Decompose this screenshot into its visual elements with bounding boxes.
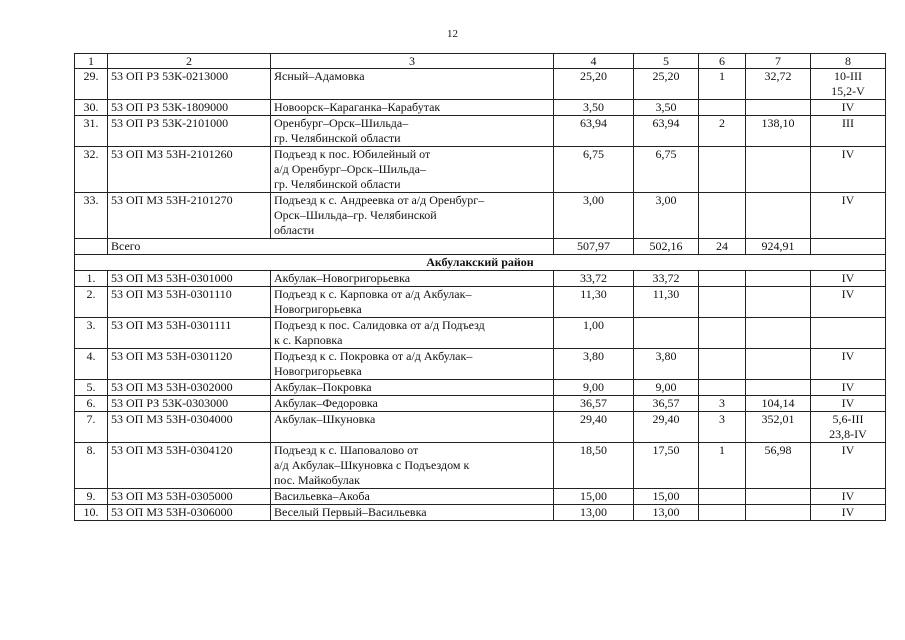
bridge-count [699, 147, 746, 193]
category-line: 10-III [834, 69, 862, 83]
road-name [271, 100, 554, 116]
category-line: IV [841, 287, 855, 301]
length-total: 3,00 [554, 193, 634, 239]
road-name-line: а/д Акбулак–Шкуновка с Подъездом к [274, 458, 470, 472]
bridge-count: 1 [699, 443, 746, 489]
road-code: 53 ОП МЗ 53Н-2101260 [108, 147, 271, 193]
road-code: 53 ОП РЗ 53К-0213000 [108, 69, 271, 100]
road-name-line: Подъезд к пос. Юбилейный от [274, 147, 431, 161]
length-total: 3,80 [554, 349, 634, 380]
row-number: 6. [75, 396, 108, 412]
road-category [811, 505, 886, 521]
category-line: IV [841, 443, 855, 457]
length-hard-surface: 3,00 [634, 193, 699, 239]
road-code: 53 ОП МЗ 53Н-0301111 [108, 318, 271, 349]
table-row [75, 271, 886, 287]
category-line: IV [841, 489, 855, 503]
road-name-line: Акбулак–Федоровка [274, 396, 378, 410]
length-total: 13,00 [554, 505, 634, 521]
table-row [75, 489, 886, 505]
length-total: 6,75 [554, 147, 634, 193]
length-total: 36,57 [554, 396, 634, 412]
road-name-line: Подъезд к с. Карповка от а/д Акбулак– [274, 287, 472, 301]
road-code: 53 ОП МЗ 53Н-0304120 [108, 443, 271, 489]
column-header: 1 [75, 54, 108, 69]
road-category [811, 100, 886, 116]
column-header: 4 [554, 54, 634, 69]
total-hard-surface: 502,16 [634, 239, 699, 255]
column-header: 6 [699, 54, 746, 69]
length-total: 15,00 [554, 489, 634, 505]
row-number: 3. [75, 318, 108, 349]
road-name [271, 193, 554, 239]
road-code: 53 ОП МЗ 53Н-0301000 [108, 271, 271, 287]
length-total: 1,00 [554, 318, 634, 349]
length-hard-surface: 33,72 [634, 271, 699, 287]
length-total: 33,72 [554, 271, 634, 287]
bridge-count [699, 380, 746, 396]
roads-table [74, 53, 886, 521]
row-number: 29. [75, 69, 108, 100]
road-name-line: Подъезд к с. Покровка от а/д Акбулак– [274, 349, 473, 363]
length-total: 29,40 [554, 412, 634, 443]
length-total: 63,94 [554, 116, 634, 147]
road-name-line: Новоорск–Караганка–Карабутак [274, 100, 441, 114]
category-line: IV [841, 349, 855, 363]
row-number: 32. [75, 147, 108, 193]
bridge-length [746, 271, 811, 287]
road-name-line: Акбулак–Шкуновка [274, 412, 376, 426]
total-row [75, 239, 886, 255]
row-number: 8. [75, 443, 108, 489]
column-header: 3 [271, 54, 554, 69]
category-line: IV [841, 396, 855, 410]
road-name [271, 505, 554, 521]
length-hard-surface: 11,30 [634, 287, 699, 318]
page-number: 12 [447, 28, 458, 40]
table-body [75, 54, 886, 521]
row-number: 5. [75, 380, 108, 396]
road-category [811, 147, 886, 193]
column-header: 5 [634, 54, 699, 69]
length-hard-surface: 3,50 [634, 100, 699, 116]
road-name [271, 489, 554, 505]
length-hard-surface: 3,80 [634, 349, 699, 380]
row-number: 9. [75, 489, 108, 505]
section-title: Акбулакский район [75, 255, 886, 271]
table-row [75, 287, 886, 318]
length-hard-surface: 17,50 [634, 443, 699, 489]
road-name-line: Васильевка–Акоба [274, 489, 370, 503]
road-name [271, 287, 554, 318]
bridge-count: 1 [699, 69, 746, 100]
table-row [75, 318, 886, 349]
road-name [271, 380, 554, 396]
table-row [75, 69, 886, 100]
category-line: IV [841, 147, 855, 161]
table-row [75, 443, 886, 489]
road-code: 53 ОП МЗ 53Н-0301120 [108, 349, 271, 380]
road-category [811, 412, 886, 443]
bridge-length [746, 380, 811, 396]
length-total: 25,20 [554, 69, 634, 100]
bridge-count: 3 [699, 396, 746, 412]
road-category [811, 271, 886, 287]
road-name-line: Веселый Первый–Васильевка [274, 505, 427, 519]
bridge-length [746, 147, 811, 193]
road-name-line: Подъезд к с. Шаповалово от [274, 443, 419, 457]
road-category [811, 396, 886, 412]
road-category [811, 443, 886, 489]
road-name [271, 412, 554, 443]
length-hard-surface: 6,75 [634, 147, 699, 193]
road-category [811, 318, 886, 349]
row-number: 4. [75, 349, 108, 380]
road-category [811, 380, 886, 396]
road-name [271, 147, 554, 193]
table-row [75, 505, 886, 521]
category-line: IV [841, 380, 855, 394]
table-row [75, 193, 886, 239]
road-category [811, 116, 886, 147]
bridge-length [746, 318, 811, 349]
road-code: 53 ОП МЗ 53Н-0306000 [108, 505, 271, 521]
bridge-count [699, 287, 746, 318]
road-code: 53 ОП МЗ 53Н-2101270 [108, 193, 271, 239]
column-header: 8 [811, 54, 886, 69]
bridge-count [699, 100, 746, 116]
bridge-count: 2 [699, 116, 746, 147]
table-row [75, 147, 886, 193]
table-row [75, 380, 886, 396]
bridge-length [746, 505, 811, 521]
bridge-count [699, 349, 746, 380]
road-name [271, 318, 554, 349]
category-line: 23,8-IV [829, 427, 867, 441]
bridge-count [699, 318, 746, 349]
length-hard-surface: 9,00 [634, 380, 699, 396]
bridge-length [746, 489, 811, 505]
table-row [75, 100, 886, 116]
section-row [75, 255, 886, 271]
row-number: 30. [75, 100, 108, 116]
category-line: 15,2-V [831, 84, 865, 98]
length-total: 9,00 [554, 380, 634, 396]
table-row [75, 116, 886, 147]
total-category [811, 239, 886, 255]
column-header: 2 [108, 54, 271, 69]
row-number: 33. [75, 193, 108, 239]
table-row [75, 396, 886, 412]
road-name-line: Подъезд к с. Андреевка от а/д Оренбург– [274, 193, 485, 207]
length-hard-surface: 13,00 [634, 505, 699, 521]
row-number: 7. [75, 412, 108, 443]
road-category [811, 193, 886, 239]
bridge-length [746, 193, 811, 239]
column-header: 7 [746, 54, 811, 69]
bridge-length: 104,14 [746, 396, 811, 412]
bridge-length [746, 100, 811, 116]
bridge-count [699, 489, 746, 505]
road-code: 53 ОП РЗ 53К-1809000 [108, 100, 271, 116]
length-hard-surface: 29,40 [634, 412, 699, 443]
category-line: III [842, 116, 854, 130]
category-line: IV [841, 100, 855, 114]
road-name-line: гр. Челябинской области [274, 177, 401, 191]
bridge-length [746, 349, 811, 380]
table-row [75, 349, 886, 380]
road-category [811, 489, 886, 505]
road-code: 53 ОП МЗ 53Н-0305000 [108, 489, 271, 505]
total-bridge-length: 924,91 [746, 239, 811, 255]
bridge-length: 352,01 [746, 412, 811, 443]
category-line: 5,6-III [832, 412, 864, 426]
road-code: 53 ОП МЗ 53Н-0301110 [108, 287, 271, 318]
bridge-count [699, 193, 746, 239]
category-line: IV [841, 505, 855, 519]
road-name-line: гр. Челябинской области [274, 131, 401, 145]
road-name-line: области [274, 223, 315, 237]
road-code: 53 ОП РЗ 53К-2101000 [108, 116, 271, 147]
length-hard-surface: 25,20 [634, 69, 699, 100]
road-name [271, 271, 554, 287]
road-category [811, 349, 886, 380]
bridge-count [699, 271, 746, 287]
category-line: IV [841, 271, 855, 285]
road-code: 53 ОП РЗ 53К-0303000 [108, 396, 271, 412]
empty-cell [75, 239, 108, 255]
road-name [271, 396, 554, 412]
table-row [75, 412, 886, 443]
row-number: 2. [75, 287, 108, 318]
road-name-line: Новогригорьевка [274, 302, 362, 316]
row-number: 10. [75, 505, 108, 521]
length-hard-surface: 36,57 [634, 396, 699, 412]
road-name-line: пос. Майкобулак [274, 473, 360, 487]
bridge-length [746, 287, 811, 318]
road-name-line: Подъезд к пос. Салидовка от а/д Подъезд [274, 318, 485, 332]
length-hard-surface: 15,00 [634, 489, 699, 505]
bridge-length: 56,98 [746, 443, 811, 489]
road-name [271, 116, 554, 147]
length-total: 11,30 [554, 287, 634, 318]
length-total: 18,50 [554, 443, 634, 489]
road-name-line: Ясный–Адамовка [274, 69, 365, 83]
row-number: 31. [75, 116, 108, 147]
bridge-count: 3 [699, 412, 746, 443]
road-category [811, 69, 886, 100]
road-name [271, 349, 554, 380]
length-hard-surface [634, 318, 699, 349]
category-line: IV [841, 193, 855, 207]
total-label: Всего [108, 239, 554, 255]
bridge-length: 138,10 [746, 116, 811, 147]
total-length: 507,97 [554, 239, 634, 255]
road-name-line: Акбулак–Покровка [274, 380, 372, 394]
road-name-line: Акбулак–Новогригорьевка [274, 271, 411, 285]
road-name-line: Оренбург–Орск–Шильда– [274, 116, 409, 130]
road-name-line: Орск–Шильда–гр. Челябинской [274, 208, 437, 222]
road-name-line: Новогригорьевка [274, 364, 362, 378]
row-number: 1. [75, 271, 108, 287]
bridge-length: 32,72 [746, 69, 811, 100]
road-name-line: к с. Карповка [274, 333, 343, 347]
road-name-line: а/д Оренбург–Орск–Шильда– [274, 162, 426, 176]
road-name [271, 69, 554, 100]
header-row [75, 54, 886, 69]
length-hard-surface: 63,94 [634, 116, 699, 147]
length-total: 3,50 [554, 100, 634, 116]
bridge-count [699, 505, 746, 521]
total-bridges: 24 [699, 239, 746, 255]
road-name [271, 443, 554, 489]
road-code: 53 ОП МЗ 53Н-0302000 [108, 380, 271, 396]
road-category [811, 287, 886, 318]
road-code: 53 ОП МЗ 53Н-0304000 [108, 412, 271, 443]
